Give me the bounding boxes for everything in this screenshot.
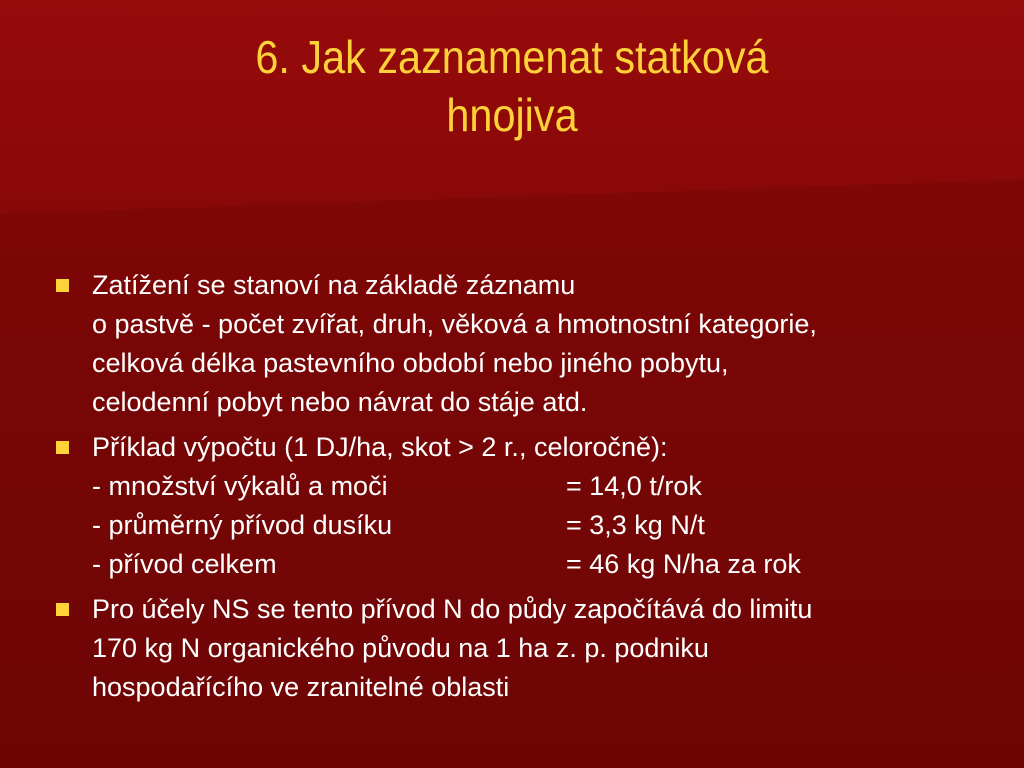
calculation-heading: Příklad výpočtu (1 DJ/ha, skot > 2 r., celoročně):	[92, 432, 668, 462]
square-bullet-icon	[56, 279, 69, 292]
bullet-item	[50, 590, 1020, 707]
square-bullet-icon	[56, 441, 69, 454]
bullet-list	[50, 266, 1020, 713]
bullet-text-line: 170 kg N organického původu na 1 ha z. p. podniku	[92, 633, 709, 663]
bullet-text-line: celodenní pobyt nebo návrat do stáje atd.	[92, 387, 588, 417]
title-line-1: 6. Jak zaznamenat statková	[255, 31, 769, 83]
calculation-label: - přívod celkem	[92, 549, 277, 579]
calculation-row	[92, 545, 1020, 584]
calculation-label: - průměrný přívod dusíku	[92, 510, 393, 540]
calculation-label: - množství výkalů a moči	[92, 471, 388, 501]
square-bullet-icon	[56, 603, 69, 616]
calculation-row	[92, 506, 1020, 545]
calculation-value: = 3,3 kg N/t	[566, 510, 705, 540]
bullet-text-line: Zatížení se stanoví na základě záznamu	[92, 270, 576, 300]
bullet-text-line: celková délka pastevního období nebo jiného pobytu,	[92, 348, 729, 378]
bullet-item	[50, 266, 1020, 422]
bullet-item	[50, 428, 1020, 584]
calculation-value: = 14,0 t/rok	[566, 471, 702, 501]
bullet-text-line: o pastvě - počet zvířat, druh, věková a hmotnostní kategorie,	[92, 309, 817, 339]
calculation-value: = 46 kg N/ha za rok	[566, 549, 801, 579]
slide-title	[123, 28, 901, 144]
title-line-2: hnojiva	[446, 89, 578, 141]
bullet-text-line: Pro účely NS se tento přívod N do půdy započítává do limitu	[92, 594, 813, 624]
calculation-row	[92, 467, 1020, 506]
bullet-text-line: hospodařícího ve zranitelné oblasti	[92, 672, 510, 702]
